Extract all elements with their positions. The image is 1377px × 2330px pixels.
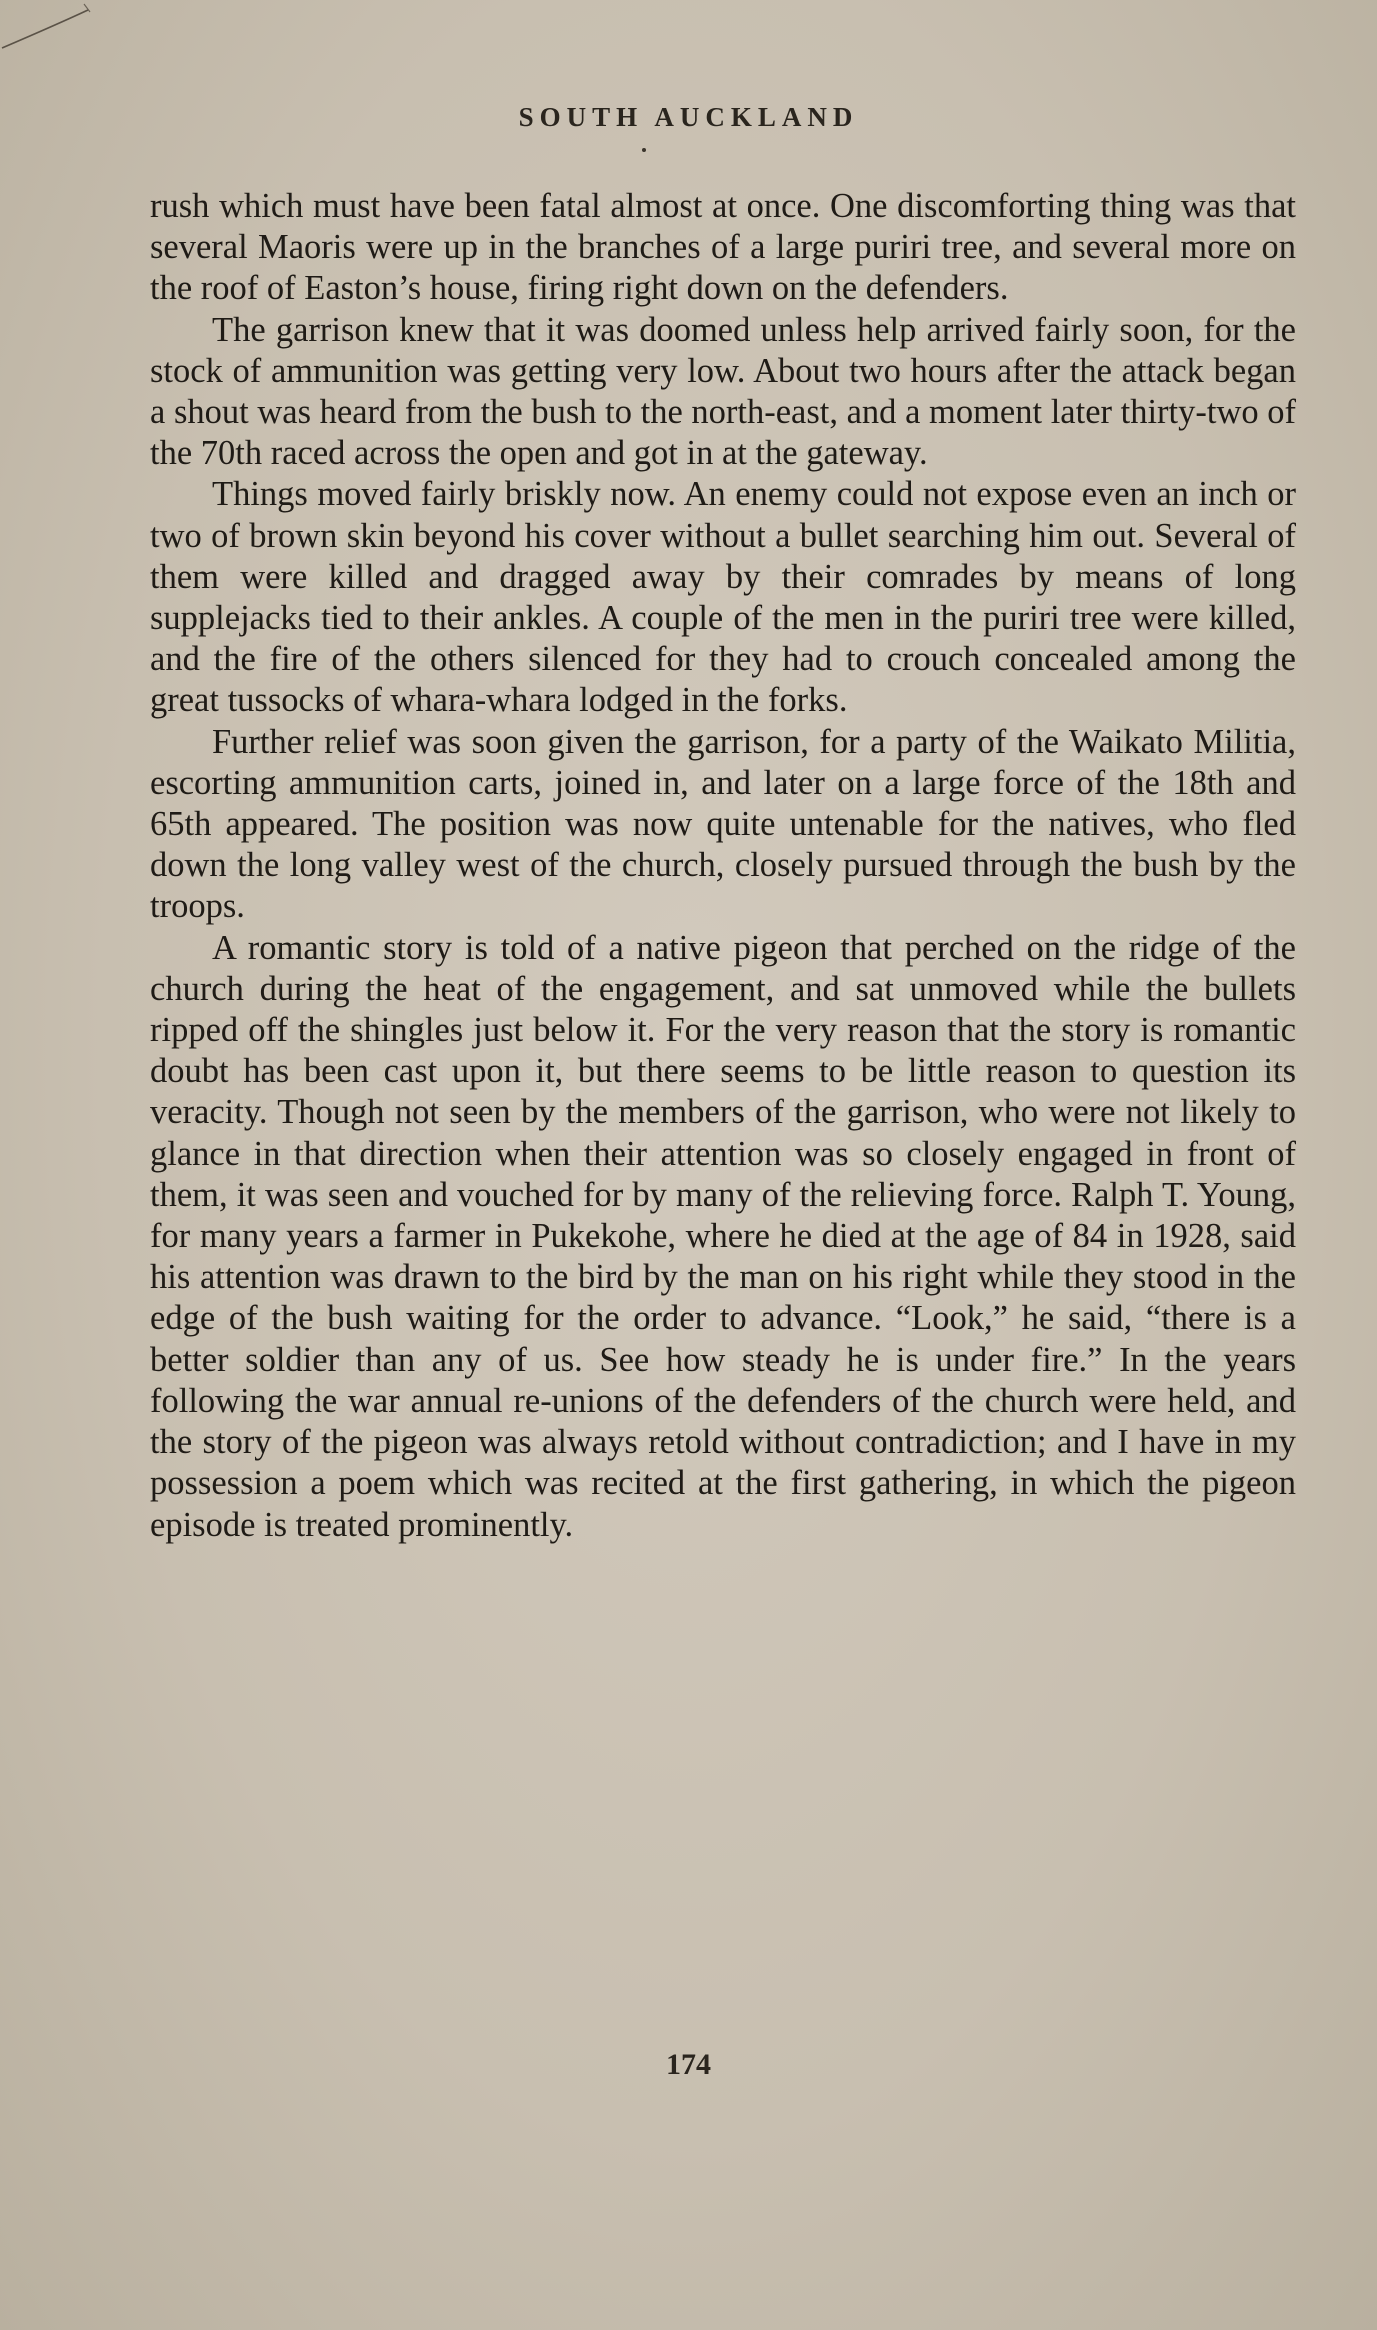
page-number: 174 bbox=[666, 2048, 711, 2081]
pencil-mark-icon bbox=[0, 0, 100, 60]
running-head: SOUTH AUCKLAND bbox=[518, 102, 859, 132]
paragraph-3: Things moved fairly briskly now. An enemy could not expose even an inch or two of brown skin beyond his cover without a bullet searching him out. Several of them were killed and dragged away by their comrades by means of long supplejacks tied to their ankles. A couple of the men in the puriri tree were killed, and the fire of the others silenced for they had to crouch concealed among the great tussocks of whara-whara lodged in the forks. bbox=[150, 475, 1296, 720]
paragraph-1: rush which must have been fatal almost at once. One discomforting thing was that several Maoris were up in the branches of a large puriri tree, and several more on the roof of Easton’s house, firing right down on the defenders. bbox=[150, 187, 1296, 308]
paragraph-2: The garrison knew that it was doomed unless help arrived fairly soon, for the stock of ammunition was getting very low. About two hours after the attack began a shout was heard from the bush to the north-east, and a moment later thirty-two of the 70th raced across the open and got in at the gateway. bbox=[150, 310, 1296, 473]
body-text bbox=[150, 186, 1296, 1546]
header-dot bbox=[642, 148, 646, 152]
paragraph-5: A romantic story is told of a native pigeon that perched on the ridge of the church during the heat of the engagement, and sat unmoved while the bullets ripped off the shingles just below it. For the very reason that the story is romantic doubt has been cast upon it, but there seems to be little reason to question its veracity. Though not seen by the members of the garrison, who were not likely to glance in that direction when their attention was so closely engaged in front of them, it was seen and vouched for by many of the relieving force. Ralph T. Young, for many years a farmer in Pukekohe, where he died at the age of 84 in 1928, said his attention was drawn to the bird by the man on his right while they stood in the edge of the bush waiting for the order to advance. “Look,” he said, “there is a better soldier than any of us. See how steady he is under fire.” In the years following the war annual re-unions of the defenders of the church were held, and the story of the pigeon was always retold without contradiction; and I have in my possession a poem which was recited at the first gathering, in which the pigeon episode is treated prominently. bbox=[150, 928, 1296, 1544]
paragraph-4: Further relief was soon given the garrison, for a party of the Waikato Militia, escorting ammunition carts, joined in, and later on a large force of the 18th and 65th appeared. The position was now quite untenable for the natives, who fled down the long valley west of the church, closely pursued through the bush by the troops. bbox=[150, 722, 1296, 926]
